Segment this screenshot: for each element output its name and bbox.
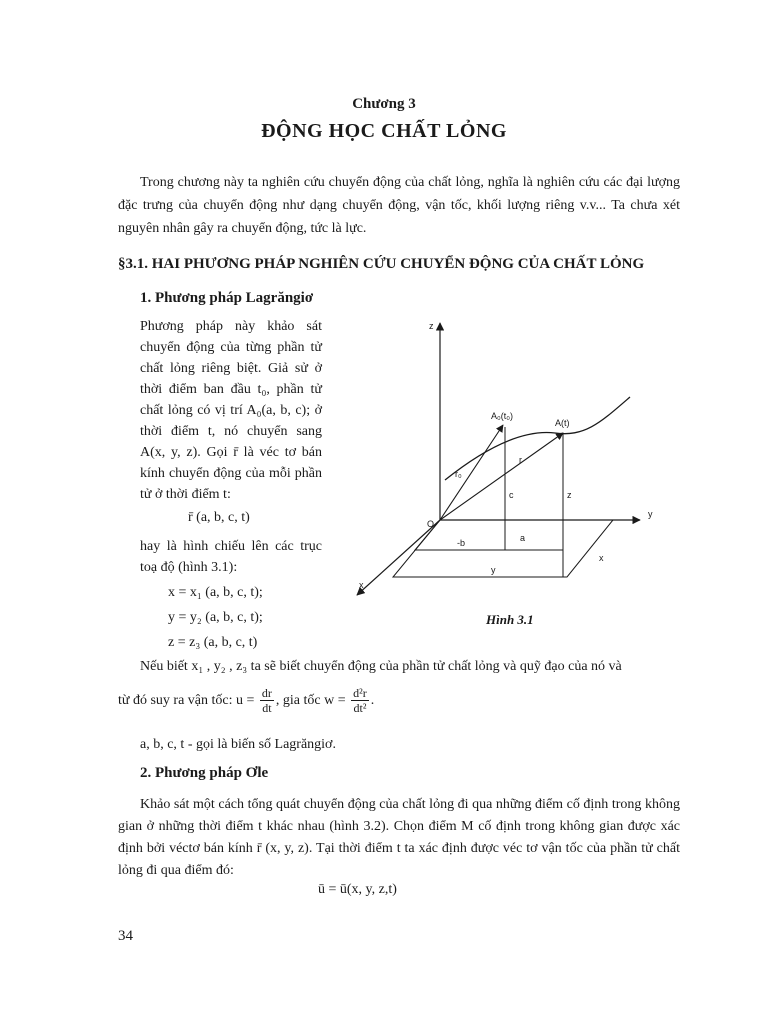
figure-caption: Hình 3.1	[486, 612, 534, 627]
projection-text: hay là hình chiếu lên các trục toạ độ (hình 3.1):	[140, 539, 322, 575]
lagrange-text: Phương pháp này khảo sát chuyển động của từng phần tử chất lỏng riêng biệt. Giả sử ở thời điểm ban đầu t₀, phần tử chất lỏng có vị trí A₀(a, b, c); ở thời điểm t, nó chuyển sang A(x, y, z). Gọi r̄ là véc tơ bán kính chuyển động của mỗi phần tử ở thời điểm t:	[140, 319, 322, 502]
chapter-title: ĐỘNG HỌC CHẤT LỎNG	[261, 120, 507, 142]
label-a: A(t)	[555, 418, 570, 428]
label-r0: r₀	[455, 469, 462, 479]
section-heading: §3.1. HAI PHƯƠNG PHÁP NGHIÊN CỨU CHUYỂN ĐỘNG CỦA CHẤT LỎNG	[118, 256, 645, 272]
label-b-segment: -b	[457, 538, 466, 548]
label-y-segment: y	[491, 565, 496, 575]
trajectory-curve	[445, 397, 630, 480]
acceleration-lhs: w =	[324, 693, 346, 708]
accel-prefix: , gia tốc	[275, 693, 321, 708]
intro-paragraph: Trong chương này ta nghiên cứu chuyển động của chất lỏng, nghĩa là nghiên cứu các đại lượng đặc trưng của chuyển động như dạng chuyển động, vận tốc, khối lượng riêng v.v... Ta chưa xét nguyên nhân gây ra chuyển động, tức là lực.	[118, 175, 680, 236]
velocity-acceleration-line: từ đó suy ra vận tốc: u = $\frac{dr}{dt}$ , gia tốc w = $\frac{\text{d²r}}{\text{dt²}}$ .	[118, 686, 375, 716]
equation-x: x = x₁ (a, b, c, t);	[168, 585, 263, 600]
label-y: y	[648, 509, 653, 519]
euler-heading: 2. Phương pháp Ơle	[140, 765, 269, 781]
label-z: z	[429, 321, 434, 331]
equation-z: z = z₃ (a, b, c, t)	[168, 635, 258, 650]
euler-equation: ū = ū(x, y, z,t)	[318, 882, 397, 897]
euler-text: Khảo sát một cách tổng quát chuyển động của chất lỏng đi qua những điểm cố định trong không gian ở những thời điểm t khác nhau (hình 3.2). Chọn điểm M cố định trong không gian được xác định bởi véctơ bán kính r̄ (x, y, z). Tại thời điểm t ta xác định được véc tơ vận tốc của phần tử chất lỏng đi qua điểm đó:	[118, 797, 680, 878]
lagrange-variables: a, b, c, t - gọi là biến số Lagrăngiơ.	[140, 737, 336, 752]
equation-y: y = y₂ (a, b, c, t);	[168, 610, 263, 625]
label-a-segment: a	[520, 533, 526, 543]
if-known-paragraph: Nếu biết x₁ , y₂ , z₃ ta sẽ biết chuyển động của phần tử chất lỏng và quỹ đạo của nó và	[140, 659, 622, 674]
chapter-label: Chương 3	[352, 96, 416, 112]
velocity-fraction: $\frac{dr}{dt}$	[261, 686, 272, 716]
label-z-segment: z	[567, 490, 572, 500]
label-origin: O	[427, 519, 435, 529]
label-a0: A₀(t₀)	[491, 411, 513, 421]
deduce-prefix: từ đó suy ra vận tốc:	[118, 693, 233, 708]
label-c: c	[509, 490, 514, 500]
lagrange-heading: 1. Phương pháp Lagrăngiơ	[140, 290, 314, 306]
vector-equation: r̄ (a, b, c, t)	[188, 510, 250, 525]
acceleration-fraction: $\frac{\text{d²r}}{\text{dt²}}$	[353, 686, 367, 716]
r0-vector	[440, 425, 503, 520]
label-x-segment: x	[599, 553, 604, 563]
figure-3-1	[345, 315, 675, 615]
label-x: x	[359, 580, 364, 590]
x-axis	[357, 520, 440, 595]
page-number: 34	[118, 928, 133, 944]
velocity-lhs: u =	[236, 693, 255, 708]
label-r: r	[519, 455, 522, 465]
